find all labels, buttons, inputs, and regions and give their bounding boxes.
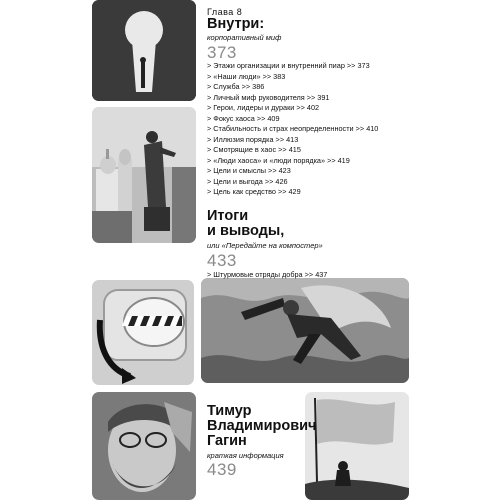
author-middle-name: Владимирович: [207, 418, 317, 434]
toc-item[interactable]: > Цели и смыслы >> 423: [207, 166, 291, 175]
toc-item[interactable]: > Фокус хаоса >> 409: [207, 113, 280, 123]
keyhole-photo: [92, 0, 196, 101]
window-arrow-photo: [92, 280, 194, 385]
summary-page-number: 433: [207, 251, 237, 270]
toc-item[interactable]: > Этажи организации и внутренний пиар >> 373: [207, 61, 370, 70]
summary-title-line2: и выводы,: [207, 223, 285, 239]
summary-title-line1: Итоги: [207, 208, 249, 224]
chapter-label: Глава 8: [207, 7, 243, 17]
toc-item[interactable]: > «Люди хаоса» и «люди порядка» >> 419: [207, 155, 350, 165]
toc-item[interactable]: > Стабильность и страх неопределенности >> 410: [207, 124, 379, 133]
toc-item[interactable]: > Смотрящие в хаос >> 415: [207, 145, 301, 154]
chapter-page-number: 373: [207, 43, 237, 62]
toc-item[interactable]: > Служба >> 386: [207, 82, 265, 91]
statue-photo: [92, 107, 196, 243]
author-page-number: 439: [207, 460, 237, 479]
toc-item[interactable]: > Штурмовые отряды добра >> 437: [207, 270, 328, 279]
toc-item[interactable]: > «Наши люди» >> 383: [207, 71, 286, 81]
author-last-name: Гагин: [207, 433, 247, 449]
author-photo: [92, 392, 196, 500]
chapter-toc: [207, 61, 378, 198]
toc-item[interactable]: > Иллюзия порядка >> 413: [207, 134, 299, 144]
author-first-name: Тимур: [207, 403, 252, 419]
toc-item[interactable]: > Герои, лидеры и дураки >> 402: [207, 103, 320, 112]
summary-toc: [207, 270, 327, 281]
chapter-title: Внутри:: [207, 16, 265, 32]
toc-item[interactable]: > Цели и выгода >> 426: [207, 176, 288, 186]
telescope-photo: [201, 278, 409, 383]
summary-subtitle: или «Передайте на компостер»: [207, 241, 323, 250]
author-subtitle: краткая информация: [207, 451, 284, 460]
toc-item[interactable]: > Цель как средство >> 429: [207, 187, 301, 196]
flag-photo: [305, 392, 409, 500]
toc-item[interactable]: > Личный миф руководителя >> 391: [207, 92, 330, 102]
chapter-subtitle: корпоративный миф: [207, 33, 282, 42]
